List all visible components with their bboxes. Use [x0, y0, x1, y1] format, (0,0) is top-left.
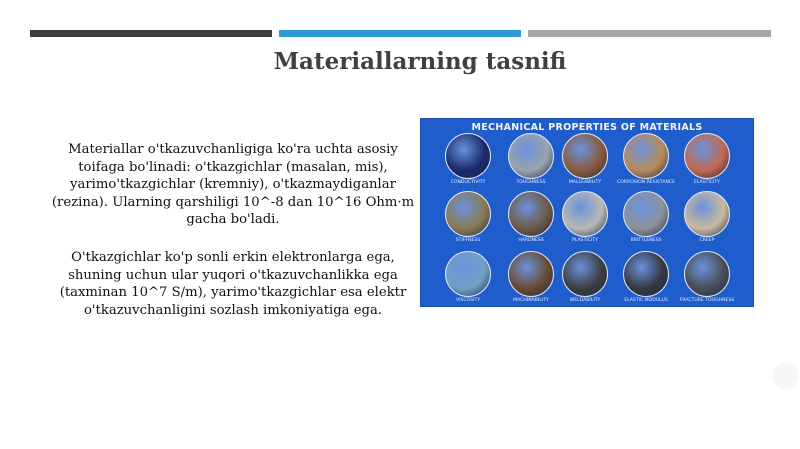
material-thumbnail	[508, 191, 554, 237]
material-thumbnail	[445, 251, 491, 297]
material-label: TOUGHNESS	[516, 180, 546, 185]
poster-item	[555, 191, 615, 243]
poster-title: MECHANICAL PROPERTIES OF MATERIALS	[471, 122, 703, 133]
material-thumbnail	[684, 251, 730, 297]
paragraph-classification: Materiallar o'tkazuvchanligiga ko'ra uchta asosiy toifaga bo'linadi: o'tkazgichlar (masalan, mis), yarimo'tkazgichlar (kremniy), o'tkazmaydiganlar (rezina). Ularning qarshiligi 10^-8 dan 10^16 Ohm·m gacha bo'ladi.	[51, 142, 415, 227]
material-label: MACHINABILITY	[513, 298, 549, 303]
material-thumbnail	[623, 191, 669, 237]
material-label: PLASTICITY	[572, 238, 598, 243]
poster-item	[438, 251, 498, 303]
material-label: BRITTLENESS	[630, 238, 662, 243]
slide-title: Materiallarning tasnifi	[273, 48, 567, 75]
material-thumbnail	[508, 133, 554, 179]
poster-item	[677, 191, 737, 243]
material-label: HARDNESS	[518, 238, 544, 243]
material-thumbnail	[562, 251, 608, 297]
material-label: CONDUCTIVITY	[450, 180, 486, 185]
corner-watermark	[772, 363, 798, 389]
material-thumbnail	[684, 133, 730, 179]
poster-item	[501, 191, 561, 243]
material-label: WELDABILITY	[569, 298, 601, 303]
poster-item	[438, 133, 498, 185]
top-bar-blue	[279, 30, 521, 37]
top-bar-gray	[528, 30, 771, 37]
material-thumbnail	[623, 133, 669, 179]
poster-item	[616, 133, 676, 185]
material-thumbnail	[623, 251, 669, 297]
material-label: STIFFNESS	[455, 238, 481, 243]
poster-item	[616, 251, 676, 303]
material-thumbnail	[562, 133, 608, 179]
poster-item	[438, 191, 498, 243]
material-thumbnail	[684, 191, 730, 237]
materials-poster-image	[420, 118, 754, 307]
poster-item	[501, 251, 561, 303]
material-label: ELASTIC MODULUS	[624, 298, 668, 303]
poster-item	[616, 191, 676, 243]
poster-item	[677, 133, 737, 185]
poster-item	[501, 133, 561, 185]
material-label: MALLEABILITY	[568, 180, 602, 185]
material-thumbnail	[445, 133, 491, 179]
paragraph-conductors: O'tkazgichlar ko'p sonli erkin elektronlarga ega, shuning uchun ular yuqori o'tkazuvchanlikka ega (taxminan 10^7 S/m), yarimo'tkazgichlar esa elektr o'tkazuvchanligini sozlash imkoniyatiga ega.	[59, 250, 407, 318]
material-thumbnail	[562, 191, 608, 237]
material-thumbnail	[445, 191, 491, 237]
material-label: CREEP	[699, 238, 715, 243]
material-thumbnail	[508, 251, 554, 297]
material-label: ELASTICITY	[694, 180, 720, 185]
poster-item	[555, 133, 615, 185]
poster-item	[677, 251, 737, 303]
poster-item	[555, 251, 615, 303]
material-label: CORROSION RESISTANCE	[616, 180, 676, 185]
top-bar-dark	[30, 30, 272, 37]
material-label: FRACTURE TOUGHNESS	[679, 298, 735, 303]
material-label: VISCOSITY	[455, 298, 481, 303]
